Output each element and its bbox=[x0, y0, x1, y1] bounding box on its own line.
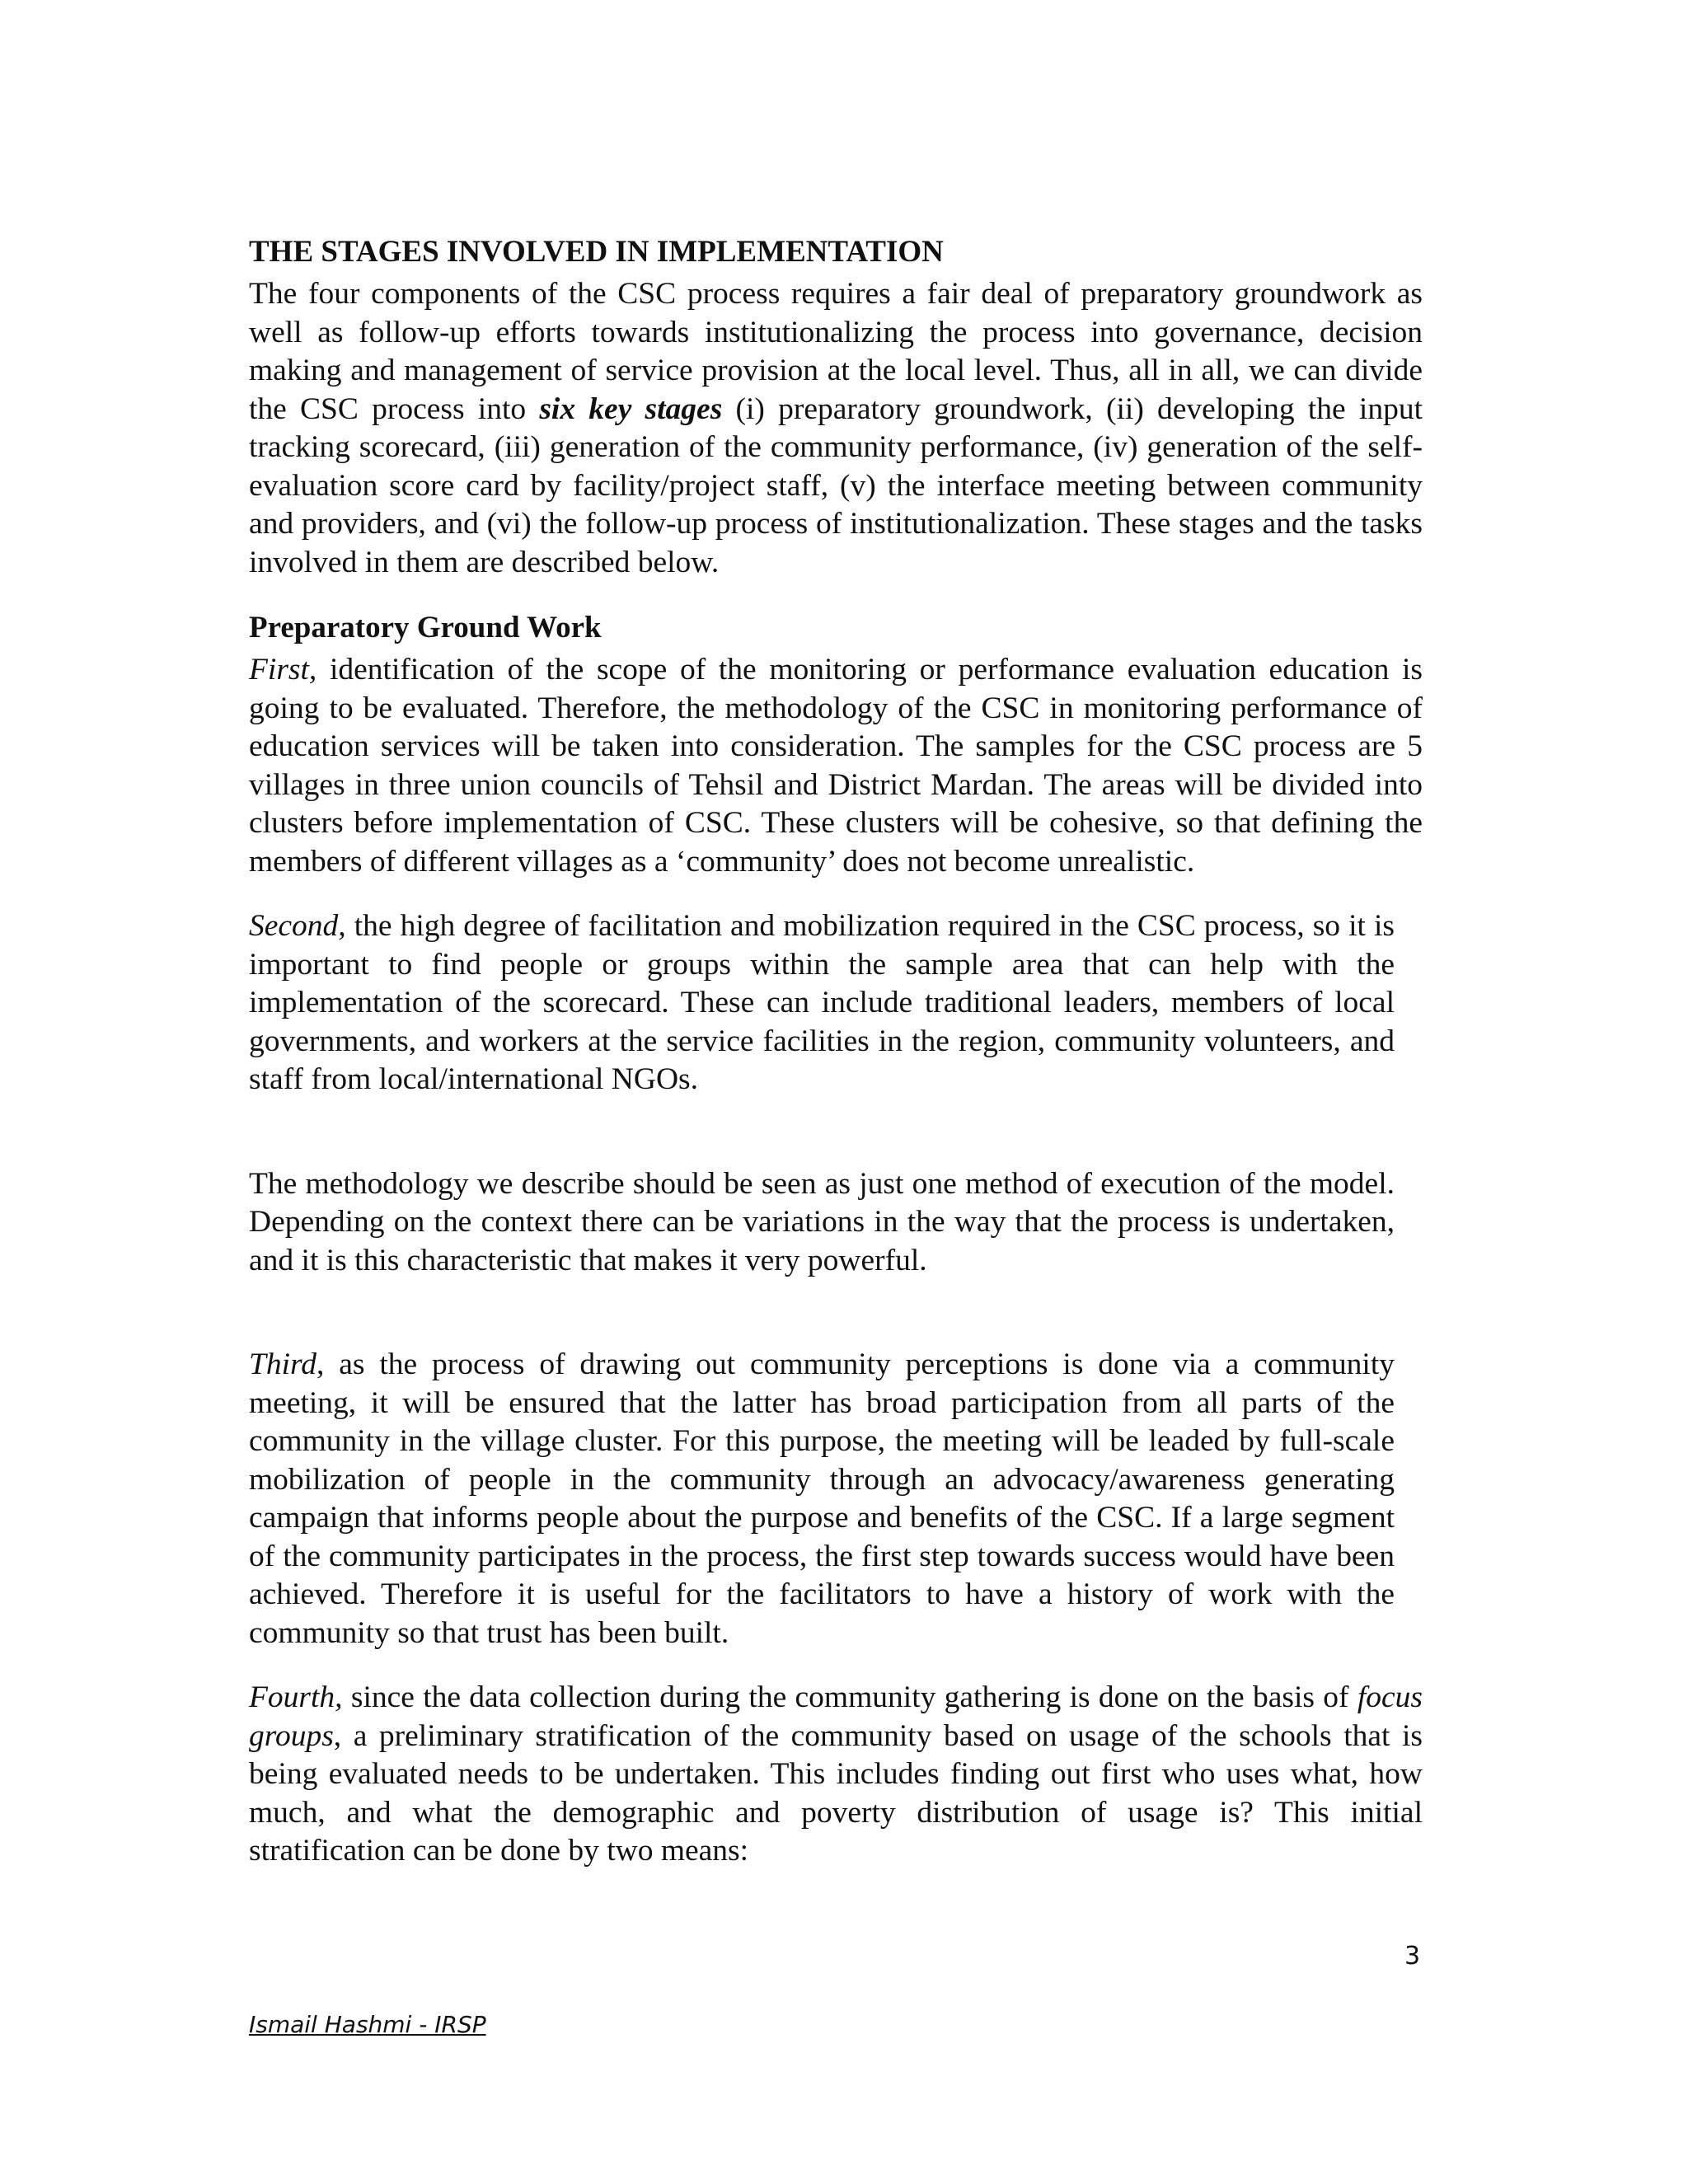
first-lead: First, bbox=[249, 653, 317, 687]
focus-groups-emphasis: focus groups bbox=[249, 1680, 1423, 1753]
section-heading: THE STAGES INVOLVED IN IMPLEMENTATION bbox=[249, 235, 944, 269]
document-body bbox=[249, 232, 1423, 1871]
page-number: 3 bbox=[1404, 1942, 1421, 1971]
fourth-text-end: , a preliminary stratification of the community based on usage of the schools that is being evaluated needs to be undertaken. This includes finding out first who uses what, how much, and what the demographic and poverty distribution of usage is? This initial stratification can be done by two means: bbox=[249, 1718, 1423, 1868]
fourth-paragraph bbox=[249, 1679, 1423, 1871]
intro-text-start: The four components of the CSC process requires a fair deal of preparatory groundwork as well as follow-up efforts towards institutionalizing the process into governance, decision making and management of service provision at the local level. Thus, all in all, we can divide the CSC process into bbox=[249, 277, 1423, 426]
fourth-lead: Fourth, bbox=[249, 1680, 343, 1714]
intro-text-end: (i) preparatory groundwork, (ii) developing the input tracking scorecard, (iii) generation of the community performance, (iv) generation of the self-evaluation score card by facility/project staff, (v) the interface meeting between community and providers, and (vi) the follow-up process of institutionalization. These stages and the tasks involved in them are described below. bbox=[249, 391, 1423, 579]
second-lead: Second, bbox=[249, 909, 346, 943]
third-lead: Third bbox=[249, 1347, 316, 1381]
third-text: , as the process of drawing out community perceptions is done via a community meeting, it will be ensured that the latter has broad participation from all parts of the community in the village cluster. For this purpose, the meeting will be leaded by full-scale mobilization of people in the community through an advocacy/awareness generating campaign that informs people about the purpose and benefits of the CSC. If a large segment of the community participates in the process, the first step towards success would have been achieved. Therefore it is useful for the facilitators to have a history of work with the community so that trust has been built. bbox=[249, 1347, 1395, 1650]
fourth-text-start: since the data collection during the community gathering is done on the basis of bbox=[342, 1680, 1357, 1714]
first-text: identification of the scope of the monitoring or performance evaluation education is going to be evaluated. Therefore, the methodology of the CSC in monitoring performance of education services will be taken into consideration. The samples for the CSC process are 5 villages in three union councils of Tehsil and District Mardan. The areas will be divided into clusters before implementation of CSC. These clusters will be cohesive, so that defining the members of different villages as a ‘community’ does not become unrealistic. bbox=[249, 653, 1423, 879]
footer-author: Ismail Hashmi - IRSP bbox=[249, 2011, 486, 2038]
intro-paragraph bbox=[249, 275, 1423, 582]
methodology-paragraph: The methodology we describe should be seen as just one method of execution of the model. Depending on the context there can be variations in the way that the process is undertaken, and it is this characteristic that makes it very powerful. bbox=[249, 1166, 1395, 1277]
first-paragraph bbox=[249, 651, 1423, 881]
preparatory-ground-work-heading: Preparatory Ground Work bbox=[249, 611, 602, 644]
second-paragraph bbox=[249, 907, 1395, 1099]
third-paragraph bbox=[249, 1346, 1395, 1652]
second-text: the high degree of facilitation and mobilization required in the CSC process, so it is important to find people or groups within the sample area that can help with the implementation of the scorecard. These can include traditional leaders, members of local governments, and workers at the service facilities in the region, community volunteers, and staff from local/international NGOs. bbox=[249, 909, 1395, 1096]
six-key-stages-emphasis: six key stages bbox=[539, 391, 723, 426]
